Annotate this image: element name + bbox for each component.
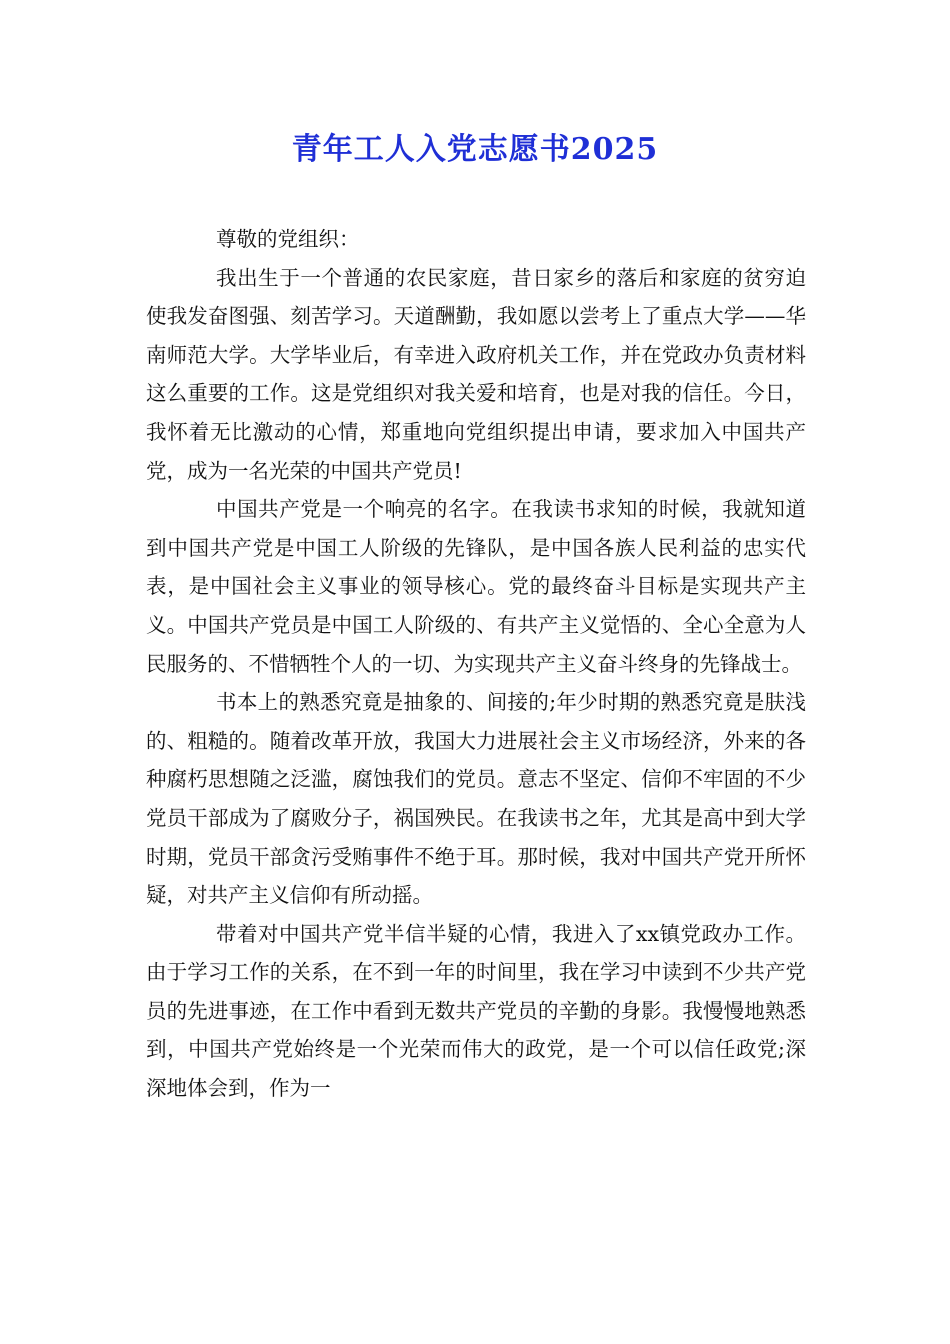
- salutation: 尊敬的党组织：: [216, 227, 360, 251]
- document-body: [146, 220, 806, 1108]
- paragraph-1: 我出生于一个普通的农民家庭，昔日家乡的落后和家庭的贫穷迫使我发奋图强、刻苦学习。天道酬勤，我如愿以尝考上了重点大学——华南师范大学。大学毕业后，有幸进入政府机关工作，并在党政办负责材料这么重要的工作。这是党组织对我关爱和培育，也是对我的信任。今日，我怀着无比激动的心情，郑重地向党组织提出申请，要求加入中国共产党，成为一名光荣的中国共产党员!: [146, 265, 806, 483]
- paragraph-4: 带着对中国共产党半信半疑的心情，我进入了xx镇党政办工作。由于学习工作的关系，在不到一年的时间里，我在学习中读到不少共产党员的先进事迹，在工作中看到无数共产党员的辛勤的身影。我慢慢地熟悉到，中国共产党始终是一个光荣而伟大的政党，是一个可以信任政党;深深地体会到，作为一: [146, 921, 806, 1101]
- document-title: 青年工人入党志愿书2025: [291, 132, 659, 167]
- paragraph-3: 书本上的熟悉究竟是抽象的、间接的;年少时期的熟悉究竟是肤浅的、粗糙的。随着改革开放，我国大力进展社会主义市场经济，外来的各种腐朽思想随之泛滥，腐蚀我们的党员。意志不坚定、信仰不牢固的不少党员干部成为了腐败分子，祸国殃民。在我读书之年，尤其是高中到大学时期，党员干部贪污受贿事件不绝于耳。那时候，我对中国共产党开所怀疑，对共产主义信仰有所动摇。: [146, 690, 806, 908]
- paragraph-2: 中国共产党是一个响亮的名字。在我读书求知的时候，我就知道到中国共产党是中国工人阶级的先锋队，是中国各族人民利益的忠实代表，是中国社会主义事业的领导核心。党的最终奋斗目标是实现共产主义。中国共产党员是中国工人阶级的、有共产主义觉悟的、全心全意为人民服务的、不惜牺牲个人的一切、为实现共产主义奋斗终身的先锋战士。: [146, 497, 806, 676]
